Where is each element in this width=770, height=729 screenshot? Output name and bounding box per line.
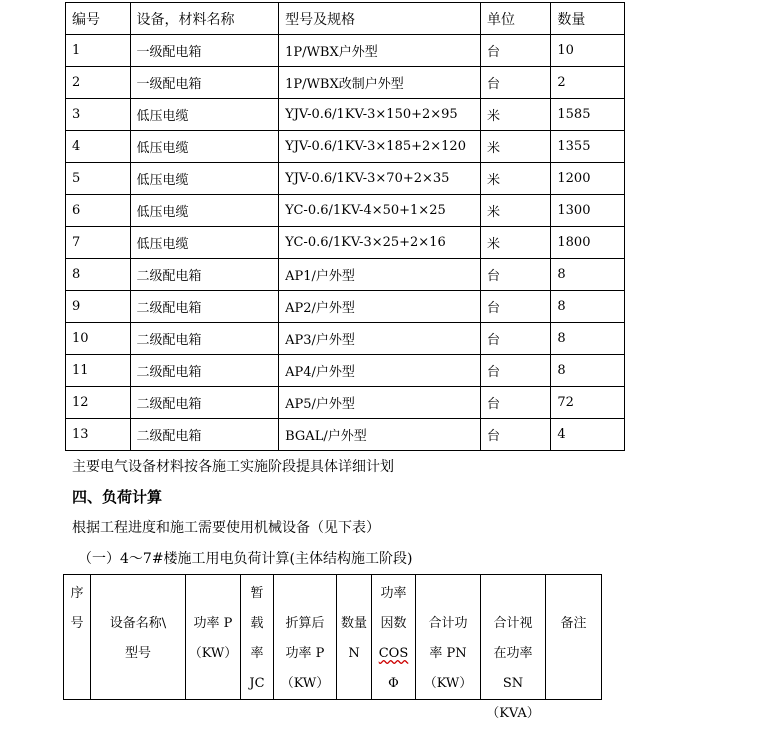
cell-col-name: 低压电缆 (130, 163, 279, 195)
table-row (66, 163, 625, 195)
table-header-row (66, 3, 625, 35)
cell-col-number: 13 (66, 419, 131, 451)
load-table-header-cell: 功率 P （KW） (186, 575, 241, 700)
cell-col-spec: BGAL/户外型 (279, 419, 481, 451)
load-table-header-cell: 备注 (546, 575, 602, 700)
cell-col-spec: AP3/户外型 (279, 323, 481, 355)
cell-col-quantity: 4 (551, 419, 625, 451)
header-col-number: 编号 (66, 3, 131, 35)
cell-col-spec: YC-0.6/1KV-3×25+2×16 (279, 227, 481, 259)
cell-col-unit: 米 (480, 195, 550, 227)
load-table-header-cell: 序 号 (64, 575, 91, 700)
cell-col-quantity: 8 (551, 291, 625, 323)
cell-col-name: 二级配电箱 (130, 291, 279, 323)
cell-col-number: 6 (66, 195, 131, 227)
table-row (66, 291, 625, 323)
cell-col-name: 低压电缆 (130, 99, 279, 131)
cell-col-number: 2 (66, 67, 131, 99)
subsection-heading: （一）4～7#楼施工用电负荷计算(主体结构施工阶段) (78, 551, 413, 567)
cell-col-unit: 米 (480, 227, 550, 259)
cell-col-unit: 米 (480, 131, 550, 163)
cell-col-spec: AP1/户外型 (279, 259, 481, 291)
cell-col-name: 低压电缆 (130, 227, 279, 259)
cell-col-spec: AP2/户外型 (279, 291, 481, 323)
table-header-row (64, 575, 602, 700)
equipment-materials-table (65, 2, 625, 451)
cell-col-number: 9 (66, 291, 131, 323)
cell-col-spec: YJV-0.6/1KV-3×185+2×120 (279, 131, 481, 163)
cell-col-number: 1 (66, 35, 131, 67)
table-row (66, 99, 625, 131)
load-table-header-cell: 设备名称\ 型号 (91, 575, 186, 700)
cell-col-number: 8 (66, 259, 131, 291)
cell-col-unit: 台 (480, 387, 550, 419)
cell-col-unit: 米 (480, 99, 550, 131)
cell-col-number: 5 (66, 163, 131, 195)
cell-col-number: 3 (66, 99, 131, 131)
cell-col-unit: 米 (480, 163, 550, 195)
cell-col-name: 一级配电箱 (130, 67, 279, 99)
table-row (66, 355, 625, 387)
cell-col-unit: 台 (480, 355, 550, 387)
load-calculation-table (63, 574, 602, 721)
cell-col-quantity: 1355 (551, 131, 625, 163)
cell-col-quantity: 1585 (551, 99, 625, 131)
load-table-header-cell: 合计视 在功率 SN（KVA） (481, 575, 546, 700)
load-table-header-cell: 暂 载 率 JC (241, 575, 274, 700)
cell-col-quantity: 2 (551, 67, 625, 99)
cell-col-unit: 台 (480, 259, 550, 291)
cell-col-spec: AP5/户外型 (279, 387, 481, 419)
cell-col-spec: YJV-0.6/1KV-3×150+2×95 (279, 99, 481, 131)
cell-col-name: 二级配电箱 (130, 419, 279, 451)
cell-col-unit: 台 (480, 323, 550, 355)
cell-col-unit: 台 (480, 291, 550, 323)
table-row (66, 259, 625, 291)
cell-col-spec: YC-0.6/1KV-4×50+1×25 (279, 195, 481, 227)
cell-col-quantity: 1800 (551, 227, 625, 259)
cell-col-name: 二级配电箱 (130, 323, 279, 355)
cell-col-number: 4 (66, 131, 131, 163)
load-table-header-cell: 折算后 功率 P （KW） (274, 575, 337, 700)
cell-col-name: 低压电缆 (130, 131, 279, 163)
cell-col-unit: 台 (480, 67, 550, 99)
section-heading-load-calculation: 四、负荷计算 (72, 488, 163, 506)
cell-col-quantity: 1300 (551, 195, 625, 227)
cell-col-number: 7 (66, 227, 131, 259)
header-col-unit: 单位 (480, 3, 550, 35)
cell-col-quantity: 8 (551, 259, 625, 291)
table-row (66, 419, 625, 451)
cell-col-name: 二级配电箱 (130, 259, 279, 291)
cell-col-unit: 台 (480, 35, 550, 67)
table-row (66, 131, 625, 163)
header-col-quantity: 数量 (551, 3, 625, 35)
cell-col-spec: 1P/WBX户外型 (279, 35, 481, 67)
cell-col-quantity: 1200 (551, 163, 625, 195)
cell-col-quantity: 8 (551, 323, 625, 355)
table-row (66, 387, 625, 419)
load-table-header-cell: 合计功 率 PN （KW） (416, 575, 481, 700)
cell-col-quantity: 8 (551, 355, 625, 387)
cell-col-quantity: 72 (551, 387, 625, 419)
cell-col-spec: YJV-0.6/1KV-3×70+2×35 (279, 163, 481, 195)
cell-col-number: 10 (66, 323, 131, 355)
cell-col-quantity: 10 (551, 35, 625, 67)
table-row (66, 35, 625, 67)
header-col-spec: 型号及规格 (279, 3, 481, 35)
materials-plan-note: 主要电气设备材料按各施工实施阶段提具体详细计划 (72, 459, 394, 475)
cell-col-spec: AP4/户外型 (279, 355, 481, 387)
cell-col-name: 二级配电箱 (130, 355, 279, 387)
cell-col-name: 一级配电箱 (130, 35, 279, 67)
cell-col-number: 12 (66, 387, 131, 419)
cell-col-name: 二级配电箱 (130, 387, 279, 419)
machinery-intro-text: 根据工程进度和施工需要使用机械设备（见下表） (72, 520, 380, 536)
cell-col-number: 11 (66, 355, 131, 387)
table-row (66, 227, 625, 259)
table-row (66, 67, 625, 99)
table-row (66, 323, 625, 355)
load-table-header-cell: 功率 因数 COS Φ (372, 575, 416, 700)
cell-col-unit: 台 (480, 419, 550, 451)
cell-col-name: 低压电缆 (130, 195, 279, 227)
table-row (66, 195, 625, 227)
cell-col-spec: 1P/WBX改制户外型 (279, 67, 481, 99)
header-col-name: 设备，材料名称 (130, 3, 279, 35)
load-table-header-cell: 数量 N (337, 575, 372, 700)
